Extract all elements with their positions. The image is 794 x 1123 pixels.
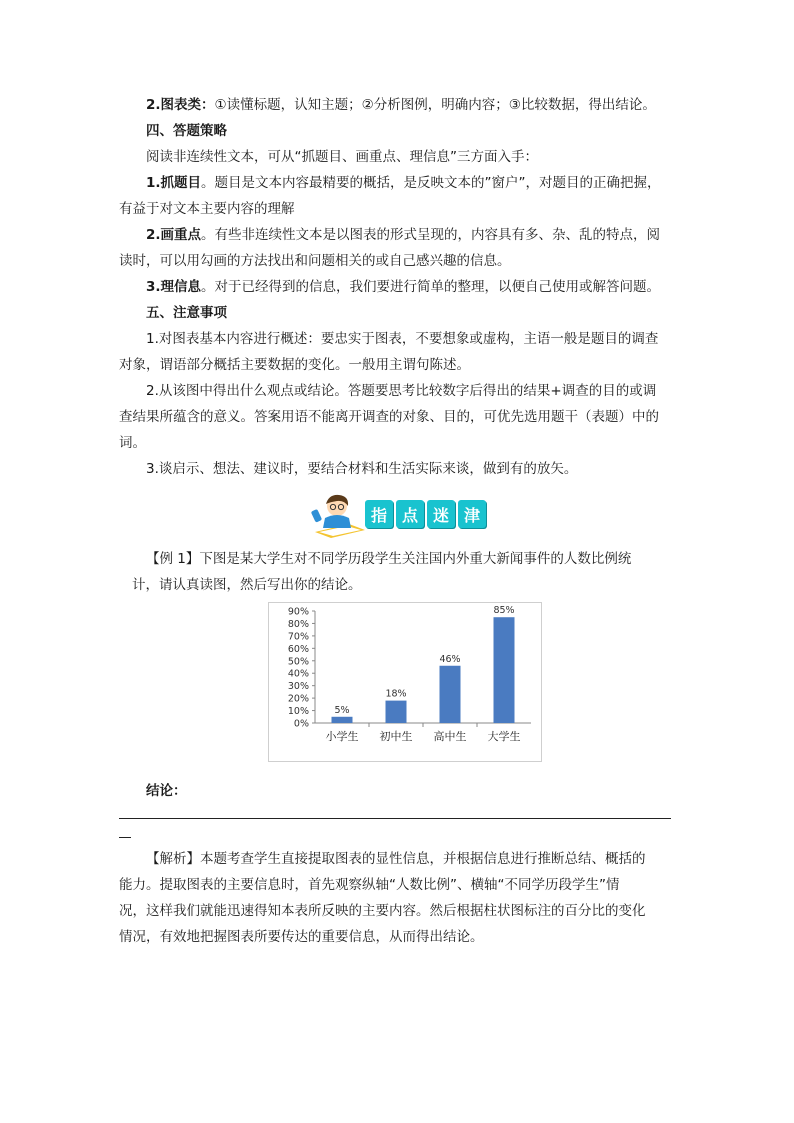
chart-type-label: 2.图表类： bbox=[146, 97, 215, 113]
x-category-label: 高中生 bbox=[433, 730, 467, 743]
tips-tile: 点 bbox=[396, 500, 424, 528]
y-tick-label: 30% bbox=[287, 681, 309, 693]
tips-title bbox=[365, 500, 486, 528]
analysis-paragraph bbox=[119, 846, 689, 872]
answer-line bbox=[119, 818, 671, 819]
analysis-cont-3: 情况，有效地把握图表所要传达的重要信息，从而得出结论。 bbox=[119, 929, 484, 945]
strategy-item-1-text: 。题目是文本内容最精要的概括，是反映文本的”窗户”，对题目的正确把握， bbox=[201, 175, 661, 191]
student-reading-icon bbox=[311, 492, 369, 540]
y-tick-label: 10% bbox=[287, 706, 309, 718]
tips-tile: 津 bbox=[458, 500, 486, 528]
chart-type-paragraph bbox=[119, 92, 689, 118]
note-3: 3.谈启示、想法、建议时，要结合材料和生活实际来谈，做到有的放矢。 bbox=[146, 461, 578, 477]
section-heading-strategy: 四、答题策略 bbox=[146, 123, 227, 139]
example-question bbox=[119, 546, 689, 572]
tips-tile: 迷 bbox=[427, 500, 455, 528]
y-tick-label: 60% bbox=[287, 643, 309, 655]
bar bbox=[386, 701, 407, 723]
x-category-label: 初中生 bbox=[379, 730, 413, 743]
strategy-item-2-label: 2.画重点 bbox=[146, 227, 202, 243]
y-tick-label: 70% bbox=[287, 631, 309, 643]
bar-chart bbox=[268, 602, 542, 762]
bar bbox=[494, 617, 515, 723]
bar-data-label: 46% bbox=[439, 653, 461, 665]
x-category-label: 大学生 bbox=[487, 730, 521, 743]
x-category-label: 小学生 bbox=[325, 730, 359, 743]
tips-banner bbox=[119, 492, 689, 540]
note-2: 2.从该图中得出什么观点或结论。答题要思考比较数字后得出的结果+调查的目的或调 bbox=[146, 383, 657, 399]
strategy-item-1 bbox=[119, 170, 689, 196]
strategy-item-2-text: 。有些非连续性文本是以图表的形式呈现的，内容具有多、杂、乱的特点，阅 bbox=[201, 227, 661, 243]
analysis-text: 本题考查学生直接提取图表的显性信息，并根据信息进行推断总结、概括的 bbox=[200, 851, 646, 867]
strategy-item-2-cont: 读时，可以用勾画的方法找出和问题相关的或自己感兴趣的信息。 bbox=[119, 253, 511, 269]
note-2-cont: 查结果所蕴含的意义。答案用语不能离开调查的对象、目的，可优先选用题干（表题）中的 bbox=[119, 409, 659, 425]
y-tick-label: 0% bbox=[293, 718, 309, 730]
strategy-item-1-label: 1.抓题目 bbox=[146, 175, 202, 191]
y-tick-label: 50% bbox=[287, 656, 309, 668]
example-text: 下图是某大学生对不同学历段学生关注国内外重大新闻事件的人数比例统 bbox=[199, 551, 632, 567]
bar-chart-svg bbox=[269, 603, 541, 761]
strategy-item-2 bbox=[119, 222, 689, 248]
example-label: 【例 1】 bbox=[146, 551, 200, 567]
y-tick-label: 90% bbox=[287, 606, 309, 618]
note-1-cont: 对象，谓语部分概括主要数据的变化。一般用主谓句陈述。 bbox=[119, 357, 470, 373]
bar-data-label: 85% bbox=[493, 605, 515, 617]
bar bbox=[440, 666, 461, 723]
example-question-cont: 计，请认真读图，然后写出你的结论。 bbox=[132, 577, 362, 593]
chart-type-text: ①读懂标题，认知主题；②分析图例，明确内容；③比较数据，得出结论。 bbox=[214, 97, 656, 113]
bar-data-label: 18% bbox=[385, 688, 407, 700]
note-2-cont-2: 词。 bbox=[119, 435, 146, 451]
tips-tile: 指 bbox=[365, 500, 393, 528]
conclusion-label: 结论： bbox=[146, 783, 187, 799]
strategy-item-3 bbox=[119, 274, 689, 300]
note-1: 1.对图表基本内容进行概述：要忠实于图表，不要想象或虚构，主语一般是题目的调查 bbox=[146, 331, 659, 347]
analysis-cont-2: 况，这样我们就能迅速得知本表所反映的主要内容。然后根据柱状图标注的百分比的变化 bbox=[119, 903, 646, 919]
strategy-item-3-text: 。对于已经得到的信息，我们要进行简单的整理，以便自己使用或解答问题。 bbox=[201, 279, 661, 295]
y-tick-label: 20% bbox=[287, 693, 309, 705]
analysis-cont-1: 能力。提取图表的主要信息时，首先观察纵轴“人数比例”、横轴“不同学历段学生”情 bbox=[119, 877, 620, 893]
document-body bbox=[119, 92, 689, 950]
y-tick-label: 40% bbox=[287, 668, 309, 680]
strategy-item-3-label: 3.理信息 bbox=[146, 279, 202, 295]
strategy-intro: 阅读非连续性文本，可从“抓题目、画重点、理信息”三方面入手： bbox=[146, 149, 538, 165]
section-heading-notes: 五、注意事项 bbox=[146, 305, 227, 321]
bar bbox=[332, 717, 353, 723]
y-tick-label: 80% bbox=[287, 618, 309, 630]
analysis-label: 【解析】 bbox=[146, 851, 200, 867]
strategy-item-1-cont: 有益于对文本主要内容的理解 bbox=[119, 201, 295, 217]
bar-data-label: 5% bbox=[334, 704, 350, 716]
